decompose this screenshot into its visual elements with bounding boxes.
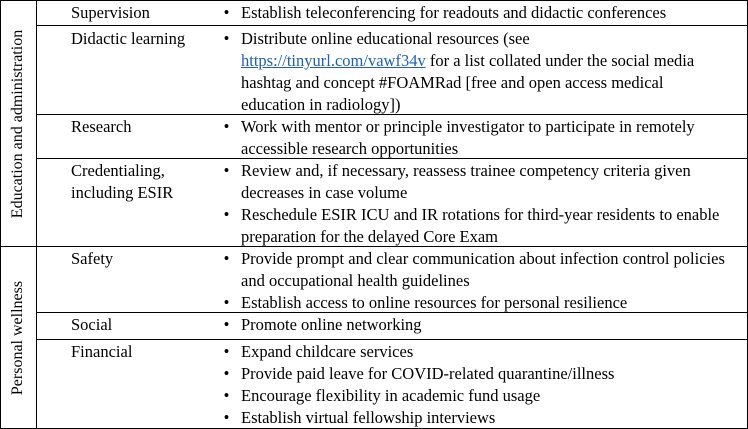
- row-label: Research: [71, 117, 132, 136]
- list-item: • Reschedule ESIR ICU and IR rotations for third-year residents to enable preparation for the delayed Core Exam: [223, 205, 720, 246]
- row-items: [212, 314, 744, 336]
- row-label: Credentialing, including ESIR: [71, 161, 174, 202]
- rule: [36, 339, 748, 340]
- row-items: [212, 341, 744, 429]
- list-item: • Provide prompt and clear communication about infection control policies and occupational health guidelines: [223, 249, 725, 290]
- list-item: • Distribute online educational resources (see https://tinyurl.com/vawf34v for a list collated under the social media hashtag and concept #FOAMRad [free and open access medical education in radiology]): [223, 29, 695, 114]
- category-cell: [0, 247, 36, 428]
- list-item: • Establish teleconferencing for readouts and didactic conferences: [223, 3, 667, 22]
- category-label: Education and administration: [9, 29, 26, 218]
- rule: [36, 25, 748, 26]
- row-label: Didactic learning: [71, 29, 186, 48]
- rule: [36, 0, 37, 429]
- list-item: • Provide paid leave for COVID-related quarantine/illness: [223, 364, 615, 383]
- row-label: Financial: [71, 342, 133, 361]
- list-item: • Work with mentor or principle investigator to participate in remotely accessible research opportunities: [223, 117, 695, 158]
- list-item: • Establish access to online resources for personal resilience: [223, 293, 628, 312]
- list-item: • Establish virtual fellowship interviews: [223, 408, 496, 427]
- category-cell: [0, 1, 36, 246]
- row-items: [212, 2, 744, 24]
- row-label: Supervision: [71, 3, 150, 22]
- list-item: • Review and, if necessary, reassess trainee competency criteria given decreases in case volume: [223, 161, 691, 202]
- row-items: [212, 116, 744, 160]
- row-label: Safety: [71, 249, 114, 268]
- rule: [0, 0, 748, 1]
- row-items: [212, 160, 744, 248]
- list-item: • Promote online networking: [223, 315, 422, 334]
- row-items: [212, 28, 744, 116]
- list-item: • Expand childcare services: [223, 342, 414, 361]
- row-items: [212, 248, 744, 314]
- category-label: Personal wellness: [9, 280, 27, 395]
- list-item: • Encourage flexibility in academic fund usage: [223, 386, 541, 405]
- resource-link[interactable]: https://tinyurl.com/vawf34v: [241, 51, 426, 70]
- row-label: Social: [71, 315, 113, 334]
